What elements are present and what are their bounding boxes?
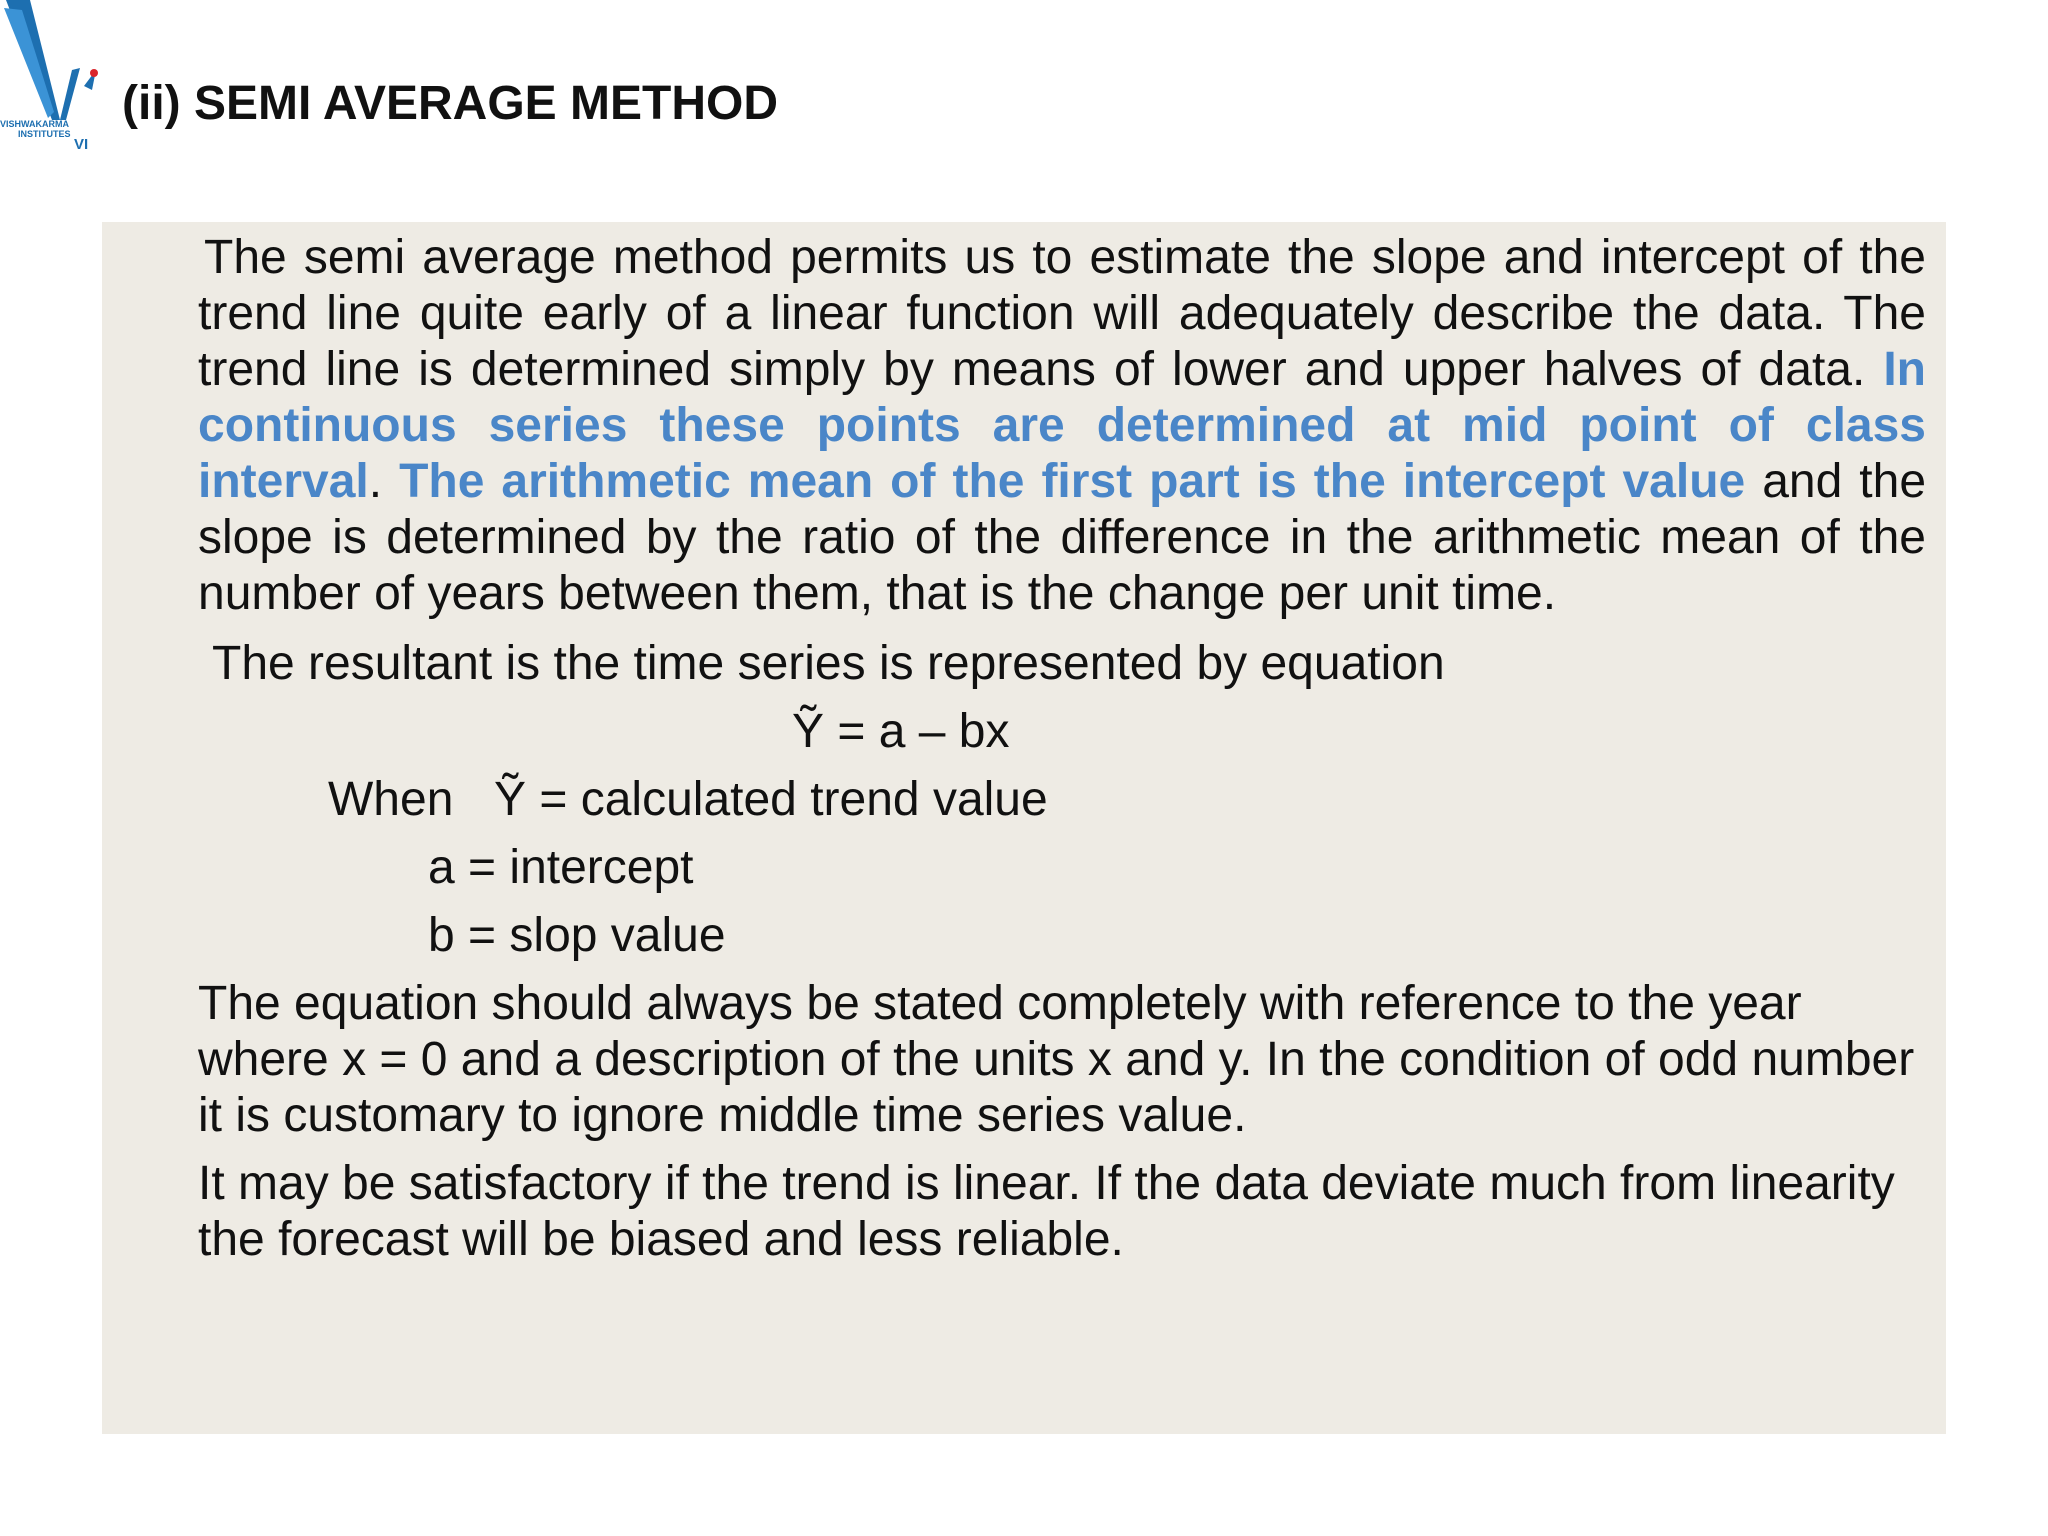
content-text — [198, 222, 1926, 1268]
logo-mark: VI — [74, 136, 89, 153]
definition-a: a = intercept — [428, 841, 694, 894]
definition-y — [198, 772, 1926, 828]
paragraph-equation-note: The equation should always be stated completely with reference to the year where x = 0 and a description of the units x and y. In the condition of odd number it is customary to ignore middle time series value. — [198, 977, 1915, 1142]
content-panel — [102, 222, 1946, 1434]
definition-y-text: Ỹ = calculated trend value — [494, 773, 1048, 826]
slide-title: (ii) SEMI AVERAGE METHOD — [122, 77, 779, 130]
highlight-arithmetic-mean: The arithmetic mean of the first part is the intercept value — [399, 455, 1746, 508]
logo-text-line1: VISHWAKARMA — [0, 119, 69, 129]
paragraph-text-continued: and the slope is determined by the ratio of the difference in the arithmetic mean of the number of years between them, that is the change per unit time. — [198, 455, 1927, 620]
paragraph-text: The semi average method permits us to estimate the slope and intercept of the trend line quite early of a linear function will adequately describe the data. The trend line is determined simply by means of lower and upper halves of data. — [198, 231, 1926, 396]
trend-equation: Ỹ = a – bx — [792, 705, 1010, 758]
when-label: When — [328, 773, 454, 826]
paragraph-separator: . — [368, 455, 400, 508]
paragraph-definition — [198, 222, 1926, 622]
resultant-statement: The resultant is the time series is represented by equation — [212, 637, 1445, 690]
definition-b: b = slop value — [428, 909, 726, 962]
institute-logo — [0, 0, 110, 160]
logo-text-line2: INSTITUTES — [18, 129, 71, 139]
highlight-continuous-series: In continuous series these points are determined at mid point of class interval — [198, 343, 1926, 508]
paragraph-linearity-note: It may be satisfactory if the trend is linear. If the data deviate much from linearity the forecast will be biased and less reliable. — [198, 1157, 1895, 1266]
